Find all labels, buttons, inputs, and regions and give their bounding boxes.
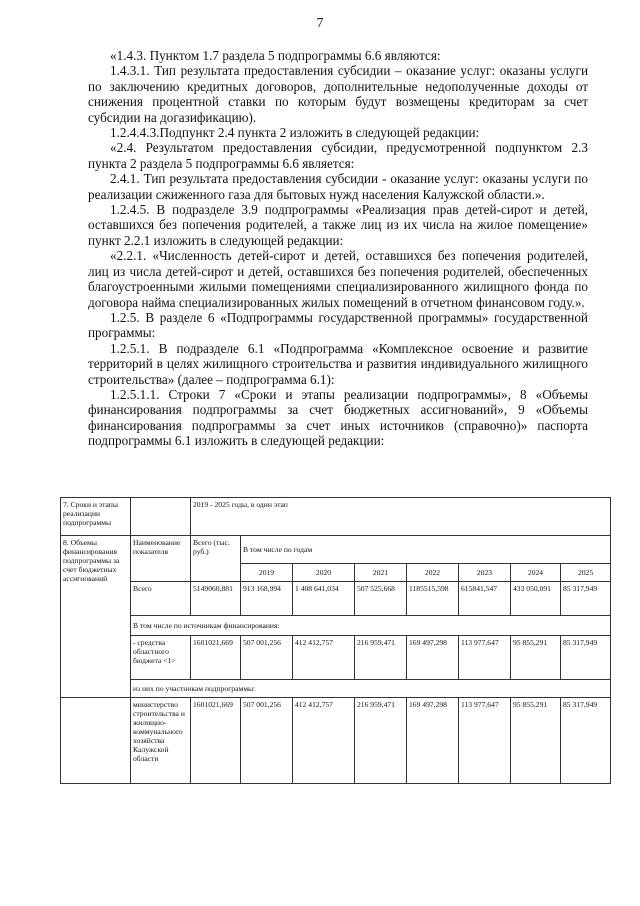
total-cell: 1601021,669: [191, 636, 241, 680]
paragraph: 1.2.5. В разделе 6 «Подпрограммы государственной программы» государственной программы:: [88, 309, 588, 341]
value-cell: 412 412,757: [293, 698, 355, 784]
value-cell: 85 317,949: [561, 698, 611, 784]
value-cell: 412 412,757: [293, 636, 355, 680]
value-cell: 169 497,298: [407, 636, 459, 680]
value-cell: 95 855,291: [511, 698, 561, 784]
value-cell: 85 317,949: [561, 582, 611, 616]
paragraph: 2.4.1. Тип результата предоставления субсидии - оказание услуг: оказаны услуги по реализации сжиженного газа для бытовых нужд населения Калужской области.».: [88, 171, 588, 202]
value-cell: 113 977,647: [459, 636, 511, 680]
value-cell: 216 959,471: [355, 636, 407, 680]
row-label: Всего: [131, 582, 191, 616]
year-header: 2019: [241, 564, 293, 582]
empty-cell: [131, 498, 191, 536]
value-cell: 95 855,291: [511, 636, 561, 680]
year-header: 2024: [511, 564, 561, 582]
value-cell: 507 001,256: [241, 698, 293, 784]
paragraph: «2.2.1. «Численность детей-сирот и детей, оставшихся без попечения родителей, лиц из числа детей-сирот и детей, оставшихся без попечения родителей, обеспеченных благоустроенными жилыми помещениями специализированного жилищного фонда по договора найма специализированных жилых помещений в отчетном финансовом году.».: [88, 248, 588, 310]
row-label: 8. Объемы финансирования подпрограммы за счет бюджетных ассигнований: [61, 536, 131, 698]
table-row: [61, 498, 611, 536]
column-header: В том числе по годам: [241, 536, 611, 564]
paragraph: «1.4.3. Пунктом 1.7 раздела 5 подпрограммы 6.6 являются:: [110, 48, 441, 63]
year-header: 2020: [293, 564, 355, 582]
row-label: - средства областного бюджета <1>: [131, 636, 191, 680]
row-label: министерство строительства и жилищно-коммунального хозяйства Калужской области: [131, 698, 191, 784]
value-cell: 507 001,256: [241, 636, 293, 680]
value-cell: 113 977,647: [459, 698, 511, 784]
paragraph: 1.2.4.5. В подразделе 3.9 подпрограммы «Реализация прав детей-сирот и детей, оставшихся без попечения родителей, а также лиц из их числа на жилое помещение» пункт 2.2.1 изложить в следующей редакции:: [88, 202, 588, 248]
table-row: [61, 582, 611, 616]
section-header: из них по участникам подпрограммы:: [131, 680, 611, 698]
year-header: 2022: [407, 564, 459, 582]
value-cell: 913 168,994: [241, 582, 293, 616]
document-body: [88, 48, 588, 449]
paragraph: 1.2.5.1.1. Строки 7 «Сроки и этапы реализации подпрограммы», 8 «Объемы финансирования подпрограммы за счет бюджетных ассигнований», 9 «Объемы финансирования подпрограммы за счет иных источников (справочно)» паспорта подпрограммы 6.1 изложить в следующей редакции:: [88, 386, 588, 449]
paragraph: 1.2.5.1. В подразделе 6.1 «Подпрограмма «Комплексное освоение и развитие территорий в целях жилищного строительства и развития индивидуального жилищного строительства» (далее – подпрограмма 6.1):: [88, 340, 588, 387]
table-row: [61, 616, 611, 636]
column-header: Наименование показателя: [131, 536, 191, 582]
paragraph: 1.2.4.4.3.Подпункт 2.4 пункта 2 изложить в следующей редакции:: [110, 125, 480, 141]
table-row: [61, 680, 611, 698]
row-label: 7. Сроки и этапы реализации подпрограммы: [61, 498, 131, 536]
value-cell: 85 317,949: [561, 636, 611, 680]
paragraph: 1.4.3.1. Тип результата предоставления субсидии – оказание услуг: оказаны услуги по заключению кредитных договоров, дополнительные недополученные доходы от снижения процентной ставки по которым будут возмещены кредиторам за счет субсидии на догазификацию).: [88, 63, 588, 125]
total-cell: 1601021,669: [191, 698, 241, 784]
year-header: 2021: [355, 564, 407, 582]
column-header: Всего (тыс. руб.): [191, 536, 241, 582]
paragraph: «2.4. Результатом предоставления субсидии, предусмотренной подпунктом 2.3 пункта 2 раздела 5 подпрограммы 6.6 является:: [88, 140, 588, 171]
value-cell: 1185515,598: [407, 582, 459, 616]
value-cell: 216 959,471: [355, 698, 407, 784]
table-row: [61, 698, 611, 784]
section-header: В том числе по источникам финансирования:: [131, 616, 611, 636]
value-cell: 507 525,668: [355, 582, 407, 616]
empty-cell: [61, 698, 131, 784]
year-header: 2023: [459, 564, 511, 582]
period-value: 2019 - 2025 годы, в один этап: [191, 498, 611, 536]
value-cell: 1 408 641,034: [293, 582, 355, 616]
passport-table: [60, 497, 611, 784]
table-row: [61, 636, 611, 680]
value-cell: 169 497,298: [407, 698, 459, 784]
value-cell: 615841,547: [459, 582, 511, 616]
year-header: 2025: [561, 564, 611, 582]
table-row: [61, 536, 611, 564]
value-cell: 433 050,091: [511, 582, 561, 616]
page-number: 7: [316, 16, 324, 31]
total-cell: 5149060,881: [191, 582, 241, 616]
